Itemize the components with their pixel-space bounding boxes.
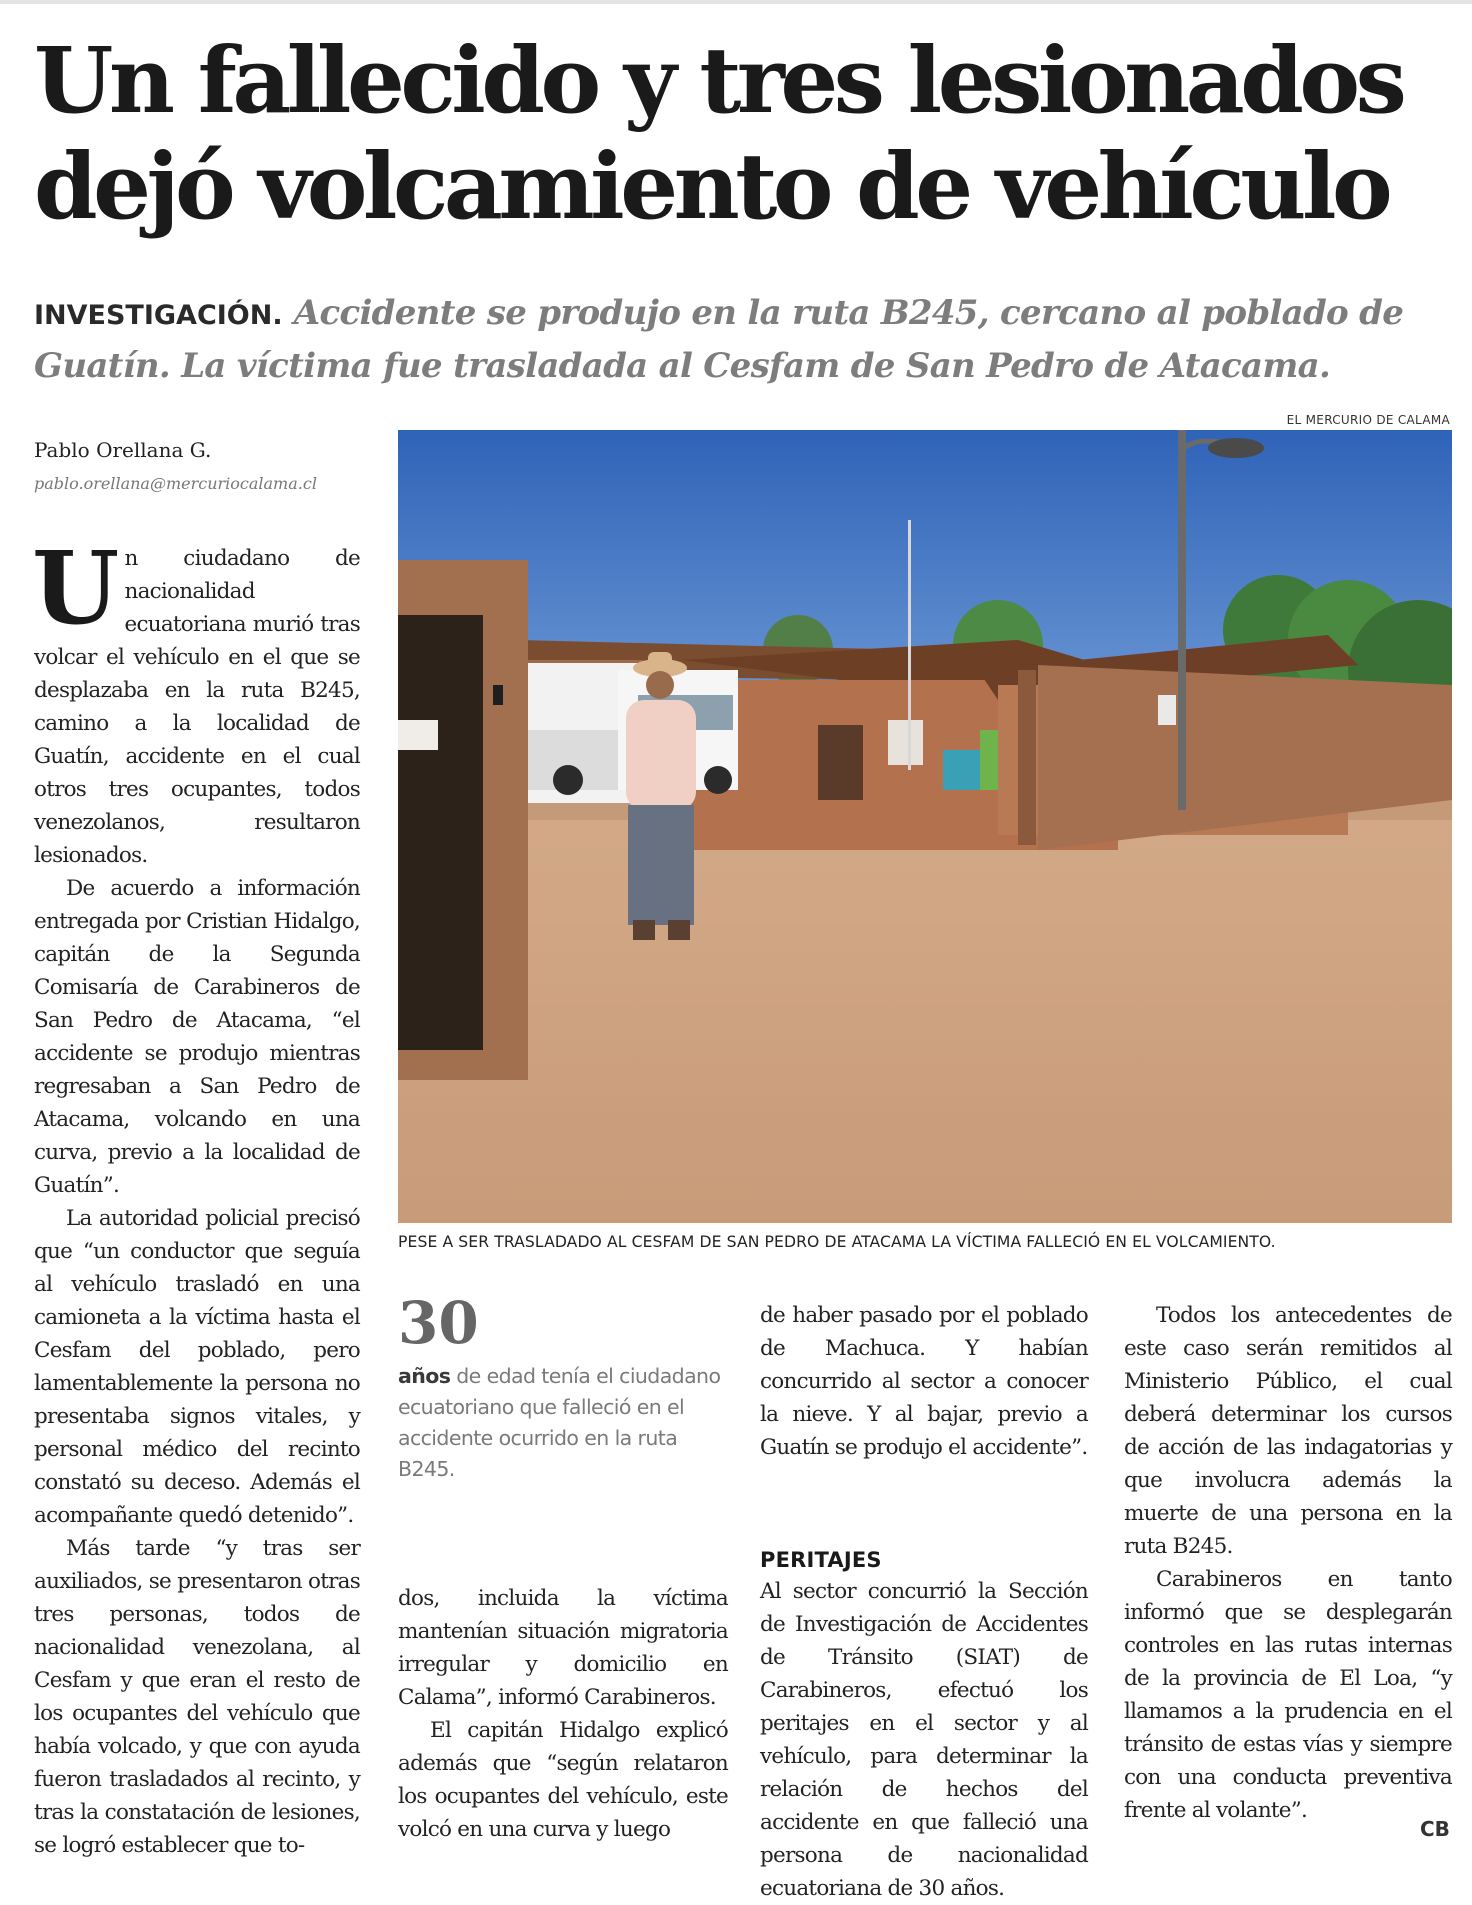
column-1 (32, 529, 360, 1862)
subhead-peritajes: PERITAJES (760, 1548, 882, 1572)
paragraph-2: De acuerdo a información entregada por Cristian Hidalgo, capitán de la Segunda Comisaría de Carabineros de San Pedro de Atacama, “el accidente se produjo mientras regresaban a San Pedro de Atacama, volcando en una curva, previo a la localidad de Guatín”. (34, 876, 360, 1198)
deck (34, 288, 1454, 391)
column-2 (398, 1582, 728, 1846)
deck-line-1 (34, 288, 1454, 341)
stat-number: 30 (398, 1289, 479, 1357)
paragraph-1 (32, 529, 360, 872)
deck-line-1-text: Accidente se produjo en la ruta B245, cercano al poblado de (293, 293, 1404, 333)
lamp-post (1178, 430, 1186, 810)
column-4 (1124, 1299, 1452, 1827)
paragraph-1-text: n ciudadano de nacionalidad ecuatoriana murió tras volcar el vehículo en el que se desplazaba en la ruta B245, camino a la localidad de Guatín, accidente en el cual otros tres ocupantes, todos venezolanos, resultaron lesionados. (34, 546, 360, 868)
paragraph-9: Todos los antecedentes de este caso serán remitidos al Ministerio Público, el cual deberá determinar los cursos de acción de las indagatorias y que involucra además la muerte de una persona en la ruta B245. (1124, 1303, 1452, 1559)
stat-text: de edad tenía el ciudadano ecuatoriano que falleció en el accidente ocurrido en la ruta B245. (398, 1364, 721, 1481)
gate-door (398, 615, 483, 1050)
headline (34, 28, 1454, 240)
end-mark: CB (1420, 1817, 1450, 1841)
stat-callout (398, 1361, 728, 1485)
byline-email[interactable]: pablo.orellana@mercuriocalama.cl (34, 474, 317, 493)
drop-cap: U (32, 529, 119, 647)
deck-kicker: INVESTIGACIÓN. (34, 300, 283, 331)
paragraph-7: de haber pasado por el poblado de Machuca. Y habían concurrido al sector a conocer la nieve. Y al bajar, previo a Guatín se produjo el accidente”. (760, 1303, 1088, 1460)
dirt-ground (398, 820, 1452, 1223)
headline-line-2: dejó volcamiento de vehículo (34, 134, 1389, 240)
headline-line-1: Un fallecido y tres lesionados (34, 28, 1403, 134)
paragraph-8: Al sector concurrió la Sección de Investigación de Accidentes de Tránsito (SIAT) de Carabineros, efectuó los peritajes en el sector y al vehículo, para determinar la relación de hechos del accidente en que falleció una persona de nacionalidad ecuatoriana de 30 años. (760, 1579, 1088, 1901)
paragraph-3: La autoridad policial precisó que “un conductor que seguía al vehículo trasladó en una camioneta a la víctima hasta el Cesfam del poblado, pero lamentablemente la persona no presentaba signos vitales, y personal médico del recinto constató su deceso. Además el acompañante quedó detenido”. (34, 1206, 360, 1528)
column-3 (760, 1299, 1088, 1464)
photo-credit: EL MERCURIO DE CALAMA (1286, 413, 1450, 427)
paragraph-10: Carabineros en tanto informó que se desplegarán controles en las rutas internas de la provincia de El Loa, “y llamamos a la prudencia en el tránsito de estas vías y siempre con una conducta preventiva frente al volante”. (1124, 1567, 1452, 1823)
byline-author: Pablo Orellana G. (34, 438, 212, 462)
paragraph-6: El capitán Hidalgo explicó además que “según relataron los ocupantes del vehículo, este volcó en una curva y luego (398, 1718, 728, 1842)
photo-illustration (398, 430, 1452, 1223)
top-rule (0, 0, 1472, 4)
deck-line-2: Guatín. La víctima fue trasladada al Cesfam de San Pedro de Atacama. (34, 346, 1331, 386)
column-3-lower (760, 1545, 1088, 1905)
article-photo (398, 430, 1452, 1223)
photo-caption: PESE A SER TRASLADADO AL CESFAM DE SAN PEDRO DE ATACAMA LA VÍCTIMA FALLECIÓ EN EL VOLCAMIENTO. (398, 1233, 1276, 1251)
stat-lead: años (398, 1364, 451, 1388)
lamp (1208, 438, 1264, 458)
paragraph-4: Más tarde “y tras ser auxiliados, se presentaron otras tres personas, todos de nacionalidad venezolana, al Cesfam y que eran el resto de los ocupantes del vehículo que había volcado, y que con ayuda fueron trasladados al recinto, y tras la constatación de lesiones, se logró establecer que to- (34, 1536, 360, 1858)
paragraph-5: dos, incluida la víctima mantenían situación migratoria irregular y domicilio en Calama”, informó Carabineros. (398, 1586, 728, 1710)
